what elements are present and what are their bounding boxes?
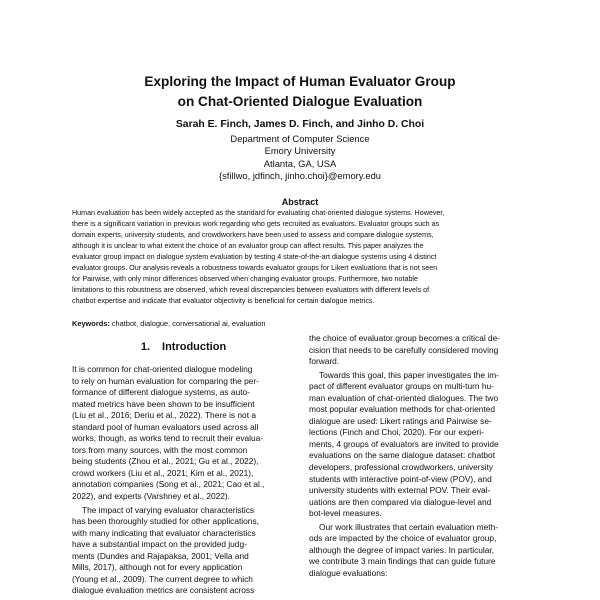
keywords <box>72 318 532 329</box>
author-emails: {sfillwo, jdfinch, jinho.choi}@emory.edu <box>218 169 382 181</box>
text-line: annotation companies (Song et al., 2021; Cao et al., <box>72 479 265 490</box>
paragraph <box>72 505 295 597</box>
text-line: dialogue are used: Likert ratings and Pairwise se- <box>309 415 492 426</box>
text-line: Our work illustrates that certain evaluation meth- <box>319 521 499 532</box>
text-line: ments, 4 groups of evaluators are invited to provide <box>309 438 499 449</box>
text-line: bot-level measures. <box>309 508 382 519</box>
text-line: being students (Zhou et al., 2021; Gu et al., 2022), <box>72 456 259 467</box>
affiliation-university: Emory University <box>264 145 336 157</box>
text-line: tors from many sources, with the most common <box>72 444 248 455</box>
abstract-line: although it is unclear to what extent the choice of an evaluator group can affect results. This paper analyzes the <box>72 241 424 250</box>
abstract-heading: Abstract <box>281 197 319 207</box>
text-line: developers, professional crowdworkers, university <box>309 462 494 473</box>
text-line: evaluations on the same dialogue dataset: chatbot <box>309 450 496 461</box>
text-line: cision that needs to be carefully considered moving <box>309 344 499 355</box>
abstract-line: there is a significant variation in previous work regarding who gets recruited as evaluators. Evaluator groups such as <box>72 219 440 228</box>
abstract-line: for Pairwise, with only minor differences observed when changing evaluator groups. Furthermore, two notable <box>72 274 418 283</box>
text-line: crowd workers (Liu et al., 2021; Kim et al., 2021), <box>72 467 254 478</box>
text-line: have a substantial impact on the provided judg- <box>72 539 247 550</box>
left-column <box>72 340 295 597</box>
text-line: although the degree of impact varies. In particular, <box>309 544 495 555</box>
abstract-line: evaluator group impact on dialogue system evaluation by testing 4 state-of-the-art dialogue systems using 4 distinct <box>72 252 437 261</box>
text-line: 2022), and experts (Varshney et al., 2022). <box>72 491 231 502</box>
affiliation-department: Department of Computer Science <box>230 133 370 144</box>
text-line: university students with external POV. Their eval- <box>309 485 491 496</box>
text-line: most popular evaluation methods for chat-oriented <box>309 404 495 415</box>
text-line: ments (Dundes and Rajapaksa, 2001; Vella and <box>72 550 249 561</box>
text-line: lections (Finch and Choi, 2020). For our experi- <box>309 427 484 438</box>
text-line: Towards this goal, this paper investigates the im- <box>319 369 499 380</box>
paragraph <box>309 333 532 368</box>
abstract-body <box>72 208 532 307</box>
section-heading-introduction <box>72 340 295 354</box>
text-line: Mills, 2017), although not for every application <box>72 562 243 573</box>
affiliation <box>0 133 600 182</box>
text-line: The impact of varying evaluator characteristics <box>82 504 255 515</box>
text-line: the choice of evaluator group becomes a critical de- <box>309 333 501 343</box>
text-line: uations are then compared via dialogue-level and <box>309 496 492 507</box>
abstract-line: chatbot expertise and indicate that evaluator objectivity is beneficial for certain dialogue metrics. <box>72 296 375 305</box>
abstract-line: Human evaluation has been widely accepted as the standard for evaluating chat-oriented dialogue systems. However, <box>72 209 445 217</box>
section-number: 1. <box>140 341 151 353</box>
text-line: It is common for chat-oriented dialogue modeling <box>72 364 253 374</box>
text-line: (Young et al., 2009). The current degree to which <box>72 573 253 584</box>
text-line: works, though, as works tend to recruit their evalua- <box>72 433 264 444</box>
text-line: dialogue evaluations: <box>309 567 388 578</box>
keywords-label: Keywords: <box>72 319 110 328</box>
text-line: pact of different evaluator groups on multi-turn hu- <box>309 381 494 392</box>
text-line: has been thoroughly studied for other applications, <box>72 516 259 527</box>
text-line: students with interactive point-of-view (POV), and <box>309 473 492 484</box>
text-line: with many indicating that evaluator characteristics <box>72 527 256 538</box>
text-line: we contribute 3 main findings that can guide future <box>309 556 496 567</box>
abstract-line: domain experts, university students, and crowdworkers have been used to assess and compare dialogue systems, <box>72 230 434 239</box>
text-line: standard pool of human evaluators used across all <box>72 421 259 432</box>
title-line-2: on Chat-Oriented Dialogue Evaluation <box>177 94 423 109</box>
text-line: to rely on human evaluation for comparing the per- <box>72 375 259 386</box>
affiliation-location: Atlanta, GA, USA <box>263 157 337 169</box>
text-line: formance of different dialogue systems, as auto- <box>72 387 250 398</box>
paragraph <box>309 370 532 520</box>
paragraph <box>309 522 532 580</box>
author-list: Sarah E. Finch, James D. Finch, and Jinho D. Choi <box>175 119 425 130</box>
text-line: man evaluation of chat-oriented dialogues. The two <box>309 392 499 403</box>
abstract-line: evaluator groups. Our analysis reveals a robustness towards evaluator groups for Likert evaluations that is not seen <box>72 263 438 272</box>
text-line: mated metrics have been shown to be insufficient <box>72 398 255 409</box>
title-line-1: Exploring the Impact of Human Evaluator Group <box>144 74 456 89</box>
text-line: forward. <box>309 356 340 367</box>
paper-title <box>0 72 600 112</box>
paragraph <box>72 364 295 503</box>
keywords-list: chatbot, dialogue, conversational ai, evaluation <box>111 319 266 328</box>
text-line: ods are impacted by the choice of evaluator group, <box>309 533 497 544</box>
abstract-line: limitations to this robustness are observed, which reveal discrepancies between evaluators with different levels of <box>72 285 430 294</box>
section-title: Introduction <box>162 341 227 353</box>
right-column <box>309 333 532 579</box>
text-line: dialogue evaluation metrics are consistent across <box>72 585 255 596</box>
text-line: (Liu et al., 2016; Deriu et al., 2022). There is not a <box>72 410 256 421</box>
